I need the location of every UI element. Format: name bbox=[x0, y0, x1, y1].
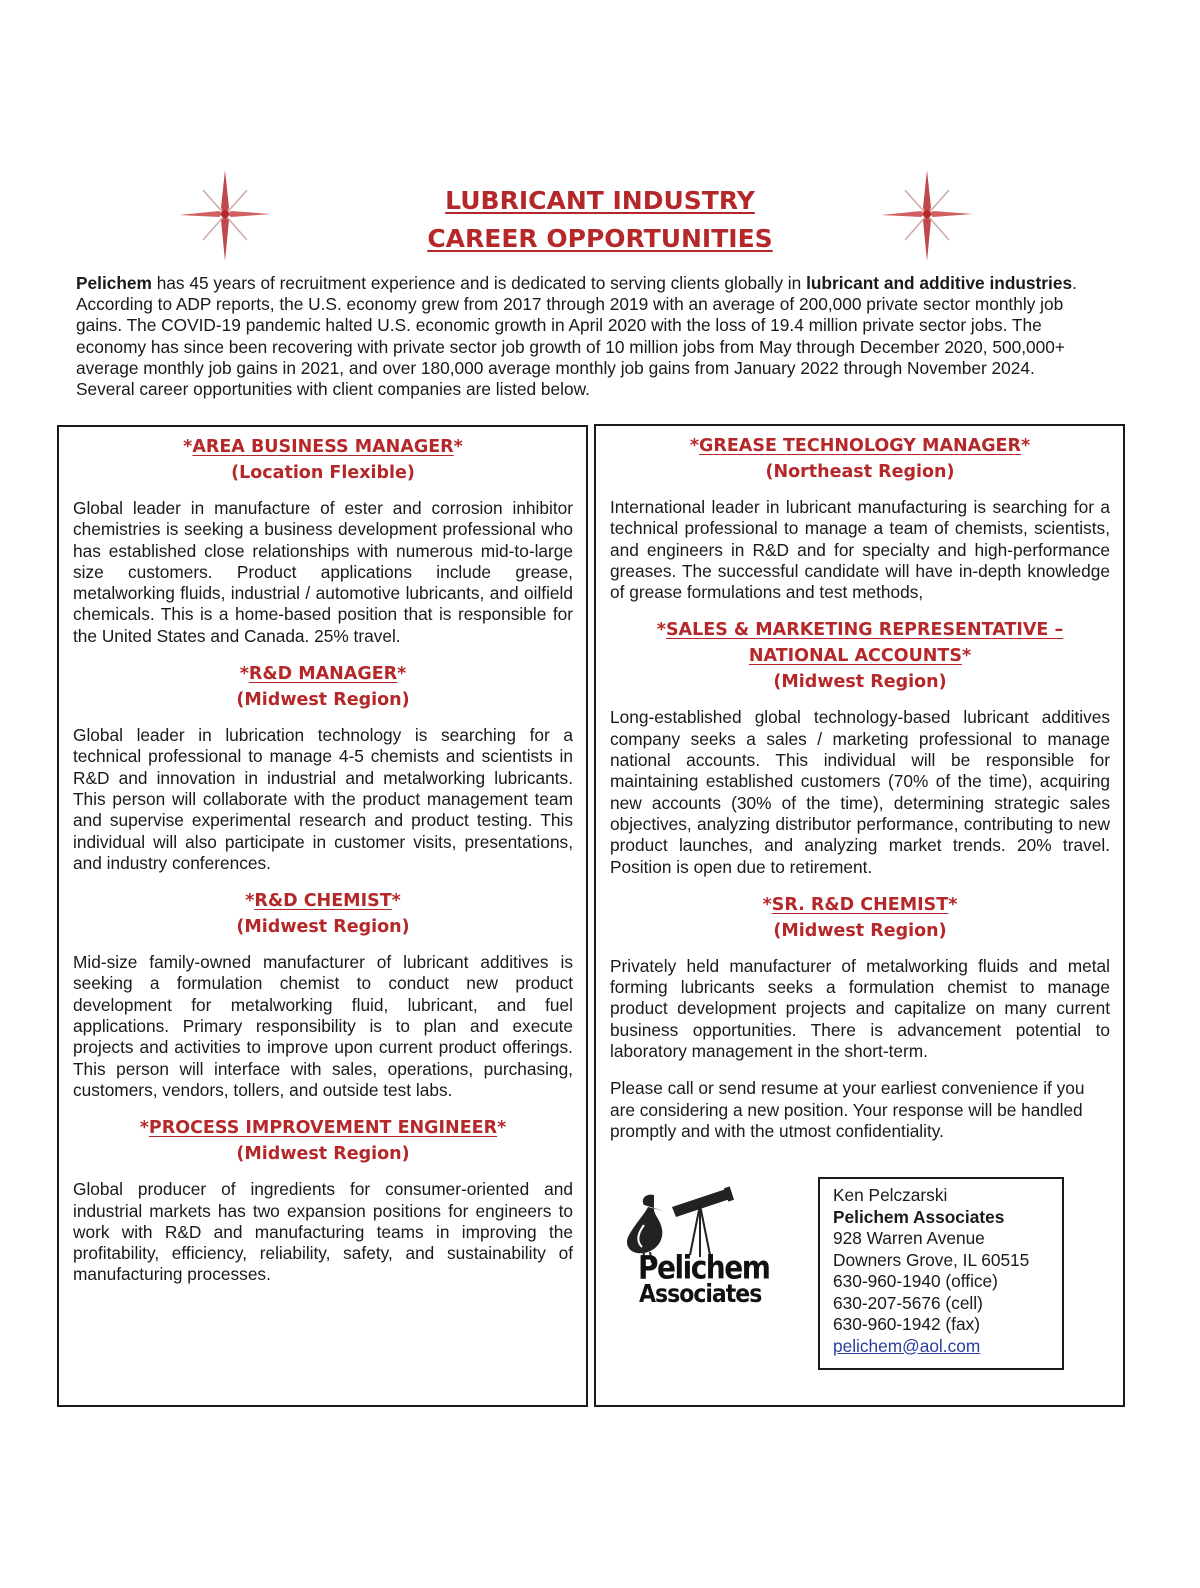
job-description: Mid-size family-owned manufacturer of lubricant additives is seeking a formulation chemist to conduct new product development for metalworking fluid, lubricant, and fuel applications. Primary responsibility is to plan and execute projects and activities to improve upon current product offerings. This person will interface with sales, operations, purchasing, customers, vendors, tollers, and outside test labs. bbox=[73, 952, 573, 1100]
job-listing bbox=[73, 434, 573, 647]
contact-cell-phone: 630-207-5676 (cell) bbox=[833, 1292, 983, 1313]
title-line-1: LUBRICANT INDUSTRY bbox=[445, 186, 755, 215]
job-region: (Midwest Region) bbox=[236, 917, 410, 938]
job-description: Global producer of ingredients for consumer-oriented and industrial markets has two expansion positions for engineers to work with R&D and manufacturing teams in improving the profitability, efficiency, reliability, safety, and sustainability of manufacturing processes. bbox=[73, 1179, 573, 1285]
job-title: *R&D MANAGER* bbox=[239, 664, 407, 685]
job-region: (Northeast Region) bbox=[765, 462, 955, 482]
job-description: International leader in lubricant manufacturing is searching for a technical professional to manage a team of chemists, scientists, and engineers in R&D and for specialty and high-performance greases. The successful candidate will have in-depth knowledge of grease formulations and test methods, bbox=[610, 497, 1110, 603]
logo-text-associates: Associates bbox=[639, 1280, 762, 1309]
left-jobs-column bbox=[57, 425, 588, 1407]
intro-paragraph bbox=[76, 273, 1086, 400]
pelichem-logo bbox=[614, 1185, 784, 1310]
job-listing bbox=[73, 888, 573, 1101]
job-description: Global leader in lubrication technology is searching for a technical professional to manage 4-5 chemists and scientists in R&D and innovation in industrial and metalworking lubricants. This person will collaborate with the product management team and supervise experimental research and product testing. This individual will also participate in customer visits, presentations, and industry conferences. bbox=[73, 725, 573, 873]
job-title: *PROCESS IMPROVEMENT ENGINEER* bbox=[139, 1118, 507, 1139]
job-description: Privately held manufacturer of metalworking fluids and metal forming lubricants seeks a formulation chemist to manage product development projects and capitalize on many current business opportunities. There is advancement potential to laboratory management in the short-term. bbox=[610, 955, 1110, 1062]
intro-text-c: . According to ADP reports, the U.S. economy grew from 2017 through 2019 with an average of 200,000 private sector monthly job gains. The COVID-19 pandemic halted U.S. economic growth in April 2020 with the loss of 19.4 million private sector jobs. The economy has since been recovering with private sector job growth of 10 million jobs from May through December 2020, 500,000+ average monthly job gains in 2021, and over 180,000 average monthly job gains from January 2022 through November 2024. Several career opportunities with client companies are listed below. bbox=[76, 273, 1077, 400]
title-line-2: CAREER OPPORTUNITIES bbox=[427, 224, 773, 253]
contact-city: Downers Grove, IL 60515 bbox=[833, 1249, 1030, 1270]
job-listing bbox=[610, 433, 1110, 603]
contact-name: Ken Pelczarski bbox=[833, 1185, 948, 1205]
contact-card bbox=[818, 1177, 1064, 1370]
contact-fax: 630-960-1942 (fax) bbox=[833, 1314, 980, 1334]
job-title: *GREASE TECHNOLOGY MANAGER* bbox=[689, 436, 1031, 456]
job-title: *R&D CHEMIST* bbox=[245, 891, 401, 912]
intro-brand: Pelichem bbox=[76, 273, 152, 293]
job-listing bbox=[73, 661, 573, 874]
contact-office-phone: 630-960-1940 (office) bbox=[833, 1271, 998, 1291]
job-listing bbox=[610, 617, 1110, 877]
contact-street: 928 Warren Avenue bbox=[833, 1228, 985, 1248]
job-region: (Midwest Region) bbox=[236, 690, 410, 711]
red-star-left-icon bbox=[175, 168, 275, 263]
job-region: (Midwest Region) bbox=[236, 1144, 410, 1165]
closing-note: Please call or send resume at your earliest convenience if you are considering a new position. Your response will be handled promptly and with the utmost confidentiality. bbox=[610, 1078, 1085, 1141]
job-title-line-2: NATIONAL ACCOUNTS* bbox=[748, 646, 972, 667]
job-listing bbox=[610, 892, 1110, 1062]
job-region: (Midwest Region) bbox=[773, 920, 947, 941]
job-region: (Midwest Region) bbox=[773, 672, 947, 693]
job-description: Global leader in manufacture of ester and corrosion inhibitor chemistries is seeking a business development professional who has established close relationships with numerous mid-to-large size customers. Product applications include grease, metalworking fluids, industrial / automotive lubricants, and oilfield chemicals. This is a home-based position that is responsible for the United States and Canada. 25% travel. bbox=[73, 498, 573, 646]
contact-email-link[interactable]: pelichem@aol.com bbox=[833, 1335, 981, 1356]
job-listing bbox=[73, 1115, 573, 1285]
page-title bbox=[300, 182, 900, 258]
job-description: Long-established global technology-based lubricant additives company seeks a sales / marketing professional to manage national accounts. This individual will be responsible for maintaining established customers (70% of the time), acquiring new accounts (30% of the time), determining strategic sales objectives, analyzing distributor performance, contributing to new product launches, and analyzing market trends. 20% travel. Position is open due to retirement. bbox=[610, 707, 1110, 877]
intro-text-a: has 45 years of recruitment experience and is dedicated to serving clients globally in bbox=[151, 273, 807, 293]
logo-text-pelichem: Pelichem bbox=[638, 1248, 770, 1287]
contact-company: Pelichem Associates bbox=[833, 1206, 1005, 1227]
job-title: *SALES & MARKETING REPRESENTATIVE – bbox=[656, 620, 1064, 641]
job-title: *AREA BUSINESS MANAGER* bbox=[183, 437, 463, 457]
job-region: (Location Flexible) bbox=[231, 463, 415, 483]
intro-bold-industries: lubricant and additive industries bbox=[806, 273, 1073, 293]
job-title: *SR. R&D CHEMIST* bbox=[762, 894, 958, 915]
